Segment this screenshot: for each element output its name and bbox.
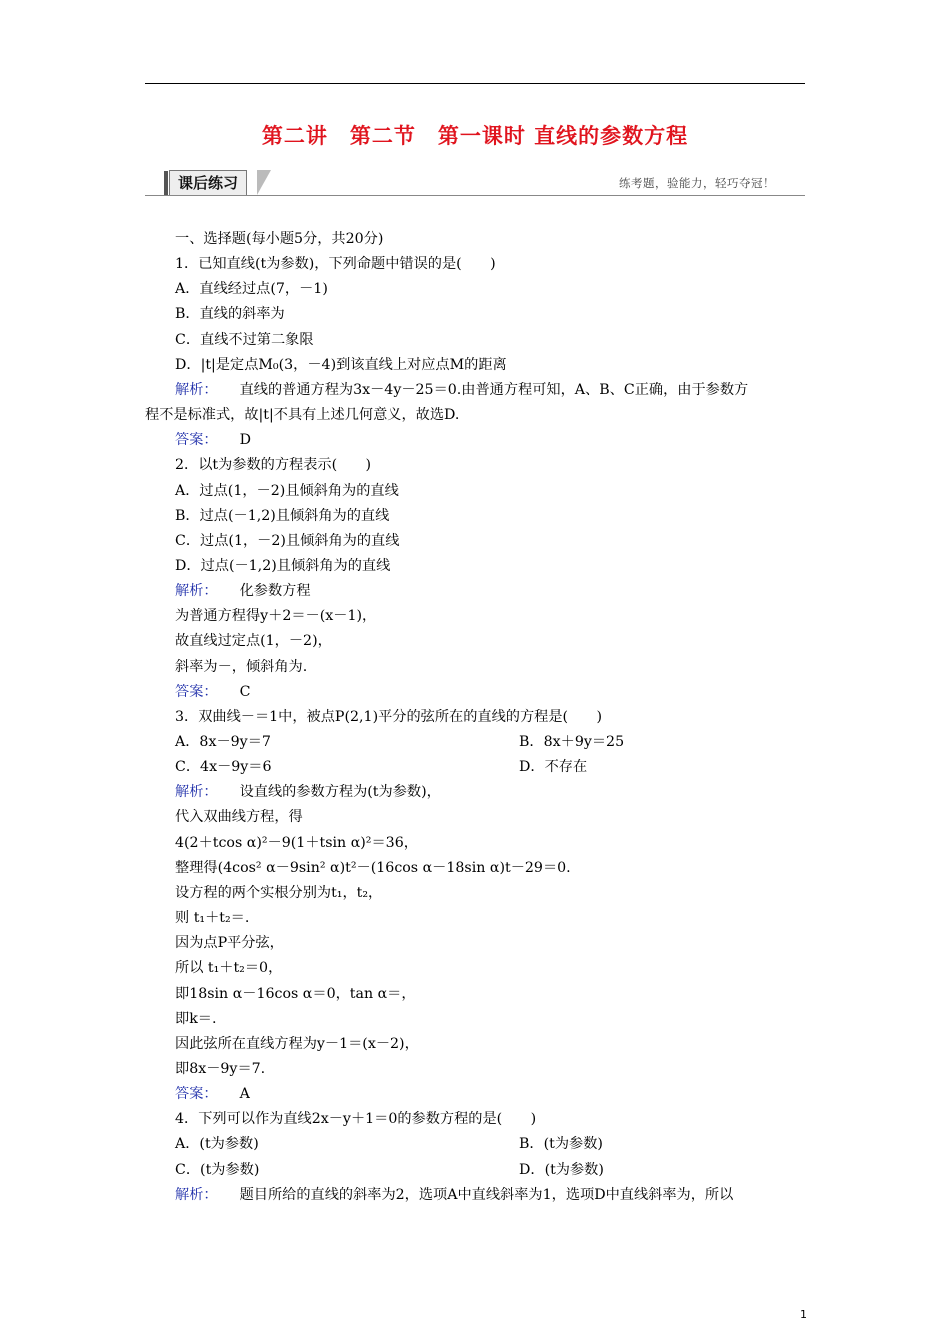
text-line: [175, 706, 602, 728]
text-line: [175, 303, 285, 325]
line-text: C．4x－9y＝6: [175, 759, 272, 776]
text-line: [145, 404, 459, 426]
text-line: [175, 983, 416, 1005]
text-line: [175, 1133, 603, 1155]
line-text: 直线的普通方程为3x－4y－25＝0.由普通方程可知，A、B、C正确，由于参数方: [239, 381, 749, 398]
line-text: 2．以t为参数的方程表示( ): [175, 457, 372, 474]
answer-label: 答案：: [175, 432, 218, 449]
text-line: [175, 882, 382, 904]
text-line: [175, 530, 399, 552]
line-text: 代入双曲线方程，得: [175, 809, 303, 826]
banner-tab-tail: [257, 170, 271, 195]
header-rule: [145, 83, 805, 84]
text-line: [175, 681, 250, 703]
text-line: [175, 480, 399, 502]
text-line: [175, 857, 571, 879]
text-line: [175, 630, 332, 652]
line-text: 设方程的两个实根分别为t₁，t₂，: [175, 884, 383, 901]
line-text: A．直线经过点(7，－1): [175, 281, 328, 298]
answer-label: 解析：: [175, 1186, 218, 1203]
line-text: 为普通方程得y＋2＝－(x－1)，: [175, 608, 377, 625]
text-line: [175, 580, 311, 602]
text-line: [175, 1184, 733, 1206]
line-text: 化参数方程: [239, 583, 311, 600]
text-line: [175, 253, 496, 275]
line-text: 1．已知直线(t为参数)，下列命题中错误的是( ): [175, 256, 496, 273]
text-line: [175, 907, 249, 929]
text-line: [175, 957, 282, 979]
text-line: [175, 1058, 265, 1080]
text-line: [175, 1083, 250, 1105]
line-text: 故直线过定点(1，－2)，: [175, 633, 332, 650]
text-line: [175, 505, 389, 527]
line-text: C: [239, 683, 251, 700]
page-title: 第二讲 第二节 第一课时 直线的参数方程: [261, 124, 689, 148]
text-line: [175, 932, 284, 954]
text-line: [175, 1159, 604, 1181]
line-text: 即8x－9y＝7.: [175, 1060, 266, 1077]
line-text: 一、选择题(每小题5分，共20分): [175, 231, 384, 247]
line-text: 4(2＋tcos α)²－9(1＋tsin α)²＝36，: [175, 834, 418, 851]
line-text: 设直线的参数方程为(t为参数)，: [239, 784, 441, 801]
line-text: A．(t为参数): [175, 1136, 259, 1153]
answer-label: 答案：: [175, 1086, 218, 1103]
banner-tab-label: 课后练习: [169, 170, 247, 195]
line-text: C．(t为参数): [175, 1161, 260, 1178]
line-text: D．|t|是定点M₀(3，－4)到该直线上对应点M的距离: [175, 356, 507, 373]
line-text: 因此弦所在直线方程为y－1＝(x－2)，: [175, 1035, 419, 1052]
line-text: A．8x－9y＝7: [175, 734, 271, 750]
answer-label: 解析：: [175, 381, 218, 398]
line-text: 所以 t₁＋t₂＝0，: [175, 960, 283, 977]
line-text: 3．双曲线－＝1中，被点P(2,1)平分的弦所在的直线的方程是( ): [175, 708, 602, 725]
line-text: D: [239, 432, 251, 449]
text-line: [175, 379, 748, 401]
option-right-column: D．(t为参数): [519, 1161, 604, 1178]
text-line: [175, 354, 507, 376]
line-text: 因为点P平分弦，: [175, 935, 284, 952]
text-line: [175, 731, 625, 753]
option-right-column: B．(t为参数): [519, 1136, 603, 1153]
answer-label: 答案：: [175, 683, 218, 700]
banner-slogan: 练考题，验能力，轻巧夺冠！: [619, 176, 775, 190]
text-line: [175, 228, 383, 250]
line-text: D．过点(－1,2)且倾斜角为的直线: [175, 557, 391, 574]
answer-label: 解析：: [175, 784, 218, 801]
answer-label: 解析：: [175, 583, 218, 600]
line-text: B．直线的斜率为: [175, 306, 285, 323]
text-line: [175, 756, 588, 778]
section-banner: [145, 168, 805, 198]
line-text: 4．下列可以作为直线2x－y＋1＝0的参数方程的是( ): [175, 1111, 537, 1128]
text-line: [175, 1108, 536, 1130]
page-number: 1: [800, 1308, 807, 1321]
text-line: [175, 278, 328, 300]
text-line: [175, 605, 376, 627]
text-line: [175, 1008, 216, 1030]
line-text: 整理得(4cos² α－9sin² α)t²－(16cos α－18sin α)t－29＝0.: [175, 859, 571, 876]
text-line: [175, 555, 390, 577]
banner-rule: [145, 195, 805, 196]
line-text: 题目所给的直线的斜率为2，选项A中直线斜率为1，选项D中直线斜率为，所以: [239, 1186, 734, 1203]
text-line: [175, 329, 314, 351]
line-text: 即18sin α－16cos α＝0，tan α＝，: [175, 985, 416, 1002]
line-text: 则 t₁＋t₂＝.: [175, 910, 250, 927]
text-line: [175, 806, 303, 828]
line-text: C．过点(1，－2)且倾斜角为的直线: [175, 532, 400, 549]
option-right-column: D．不存在: [519, 759, 588, 776]
option-right-column: B．8x＋9y＝25: [519, 734, 625, 750]
line-text: A: [239, 1086, 250, 1103]
text-line: [175, 832, 418, 854]
text-line: [175, 781, 441, 803]
line-text: B．过点(－1,2)且倾斜角为的直线: [175, 507, 390, 524]
line-text: 斜率为－，倾斜角为.: [175, 658, 308, 675]
text-line: [175, 656, 307, 678]
text-line: [175, 429, 251, 451]
line-text: 程不是标准式，故|t|不具有上述几何意义，故选D.: [145, 407, 460, 424]
text-line: [175, 1033, 419, 1055]
line-text: C．直线不过第二象限: [175, 331, 314, 348]
line-text: 即k＝.: [175, 1010, 217, 1027]
line-text: A．过点(1，－2)且倾斜角为的直线: [175, 482, 399, 499]
banner-tab-accent: [164, 171, 168, 195]
text-line: [175, 454, 371, 476]
